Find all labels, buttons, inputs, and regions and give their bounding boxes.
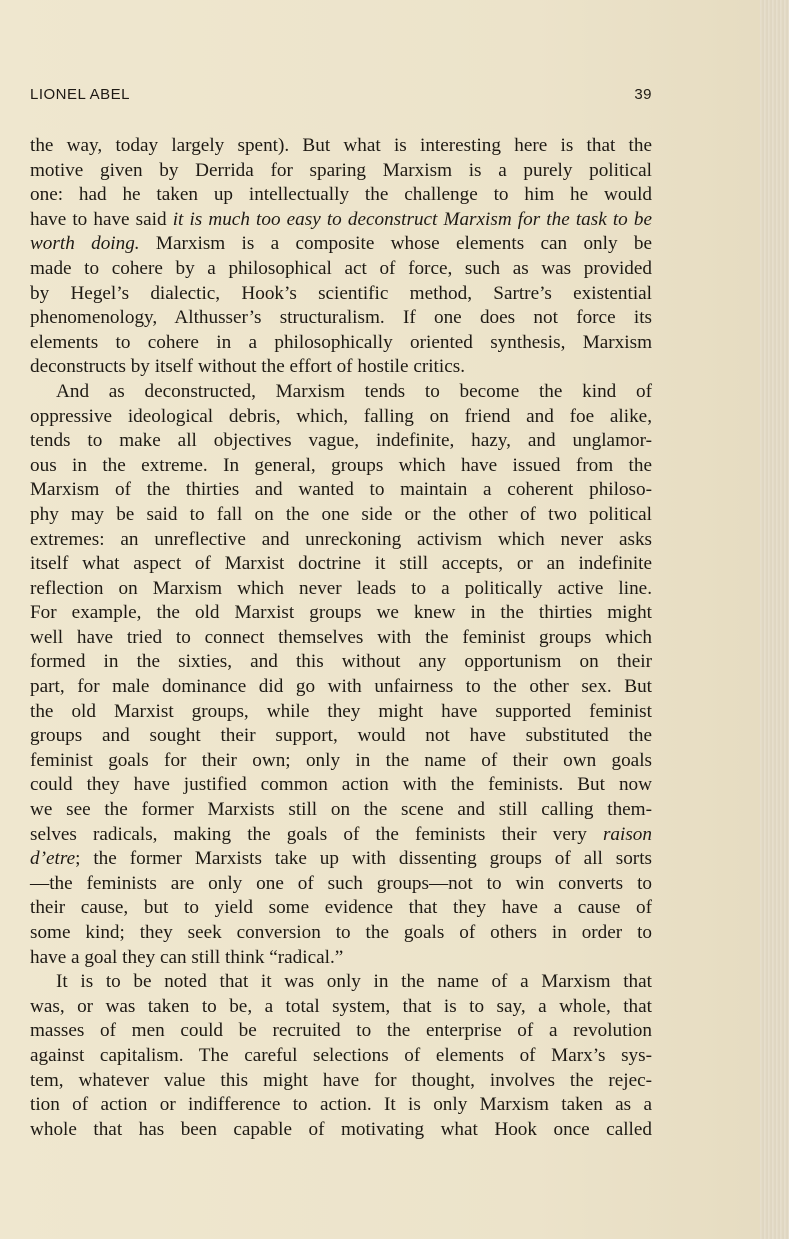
text-run: made to cohere by a philosophical act of force, such as was provided (30, 257, 652, 279)
text-line (30, 724, 652, 749)
text-line (30, 773, 652, 798)
text-line (30, 798, 652, 823)
text-line (30, 454, 652, 479)
text-run: we see the former Marxists still on the scene and still calling them- (30, 799, 652, 821)
text-run: feminist goals for their own; only in the name of their own goals (30, 749, 652, 771)
text-run: Marxism of the thirties and wanted to maintain a coherent philoso- (30, 479, 652, 501)
text-run: motive given by Derrida for sparing Marxism is a purely political (30, 159, 652, 181)
text-run: could they have justified common action with the feminists. But now (30, 774, 652, 796)
text-run: deconstructs by itself without the effort of hostile critics. (30, 356, 465, 378)
text-line (30, 232, 652, 257)
text-line (30, 1093, 652, 1118)
paragraph (30, 134, 652, 380)
text-run: the old Marxist groups, while they might have supported feminist (30, 700, 652, 722)
text-run: masses of men could be recruited to the enterprise of a revolution (30, 1020, 652, 1042)
text-run: Marxism is a composite whose elements can only be (139, 233, 652, 255)
running-header (30, 86, 652, 110)
text-run: —the feminists are only one of such groups—not to win converts to (30, 872, 652, 894)
text-line (30, 896, 652, 921)
text-run: against capitalism. The careful selections of elements of Marx’s sys- (30, 1044, 652, 1066)
text-line (30, 257, 652, 282)
text-line (30, 847, 652, 872)
text-line (30, 995, 652, 1020)
text-line (30, 405, 652, 430)
text-run: tends to make all objectives vague, indefinite, hazy, and unglamor- (30, 430, 652, 452)
text-run: tion of action or indifference to action. It is only Marxism taken as a (30, 1094, 652, 1116)
text-line (30, 355, 652, 380)
text-run: ; the former Marxists take up with dissenting groups of all sorts (75, 848, 652, 870)
text-line (30, 577, 652, 602)
text-line (30, 208, 652, 233)
text-line (30, 503, 652, 528)
page-edge (760, 0, 789, 1239)
text-run: have a goal they can still think “radical.” (30, 946, 344, 968)
text-line (30, 282, 652, 307)
text-line (30, 626, 652, 651)
text-run: whole that has been capable of motivating what Hook once called (30, 1118, 652, 1140)
paragraph (30, 970, 652, 1142)
text-line (30, 380, 652, 405)
text-line (30, 1118, 652, 1143)
text-run: phenomenology, Althusser’s structuralism. If one does not force its (30, 307, 652, 329)
text-line (30, 1019, 652, 1044)
text-line (30, 1044, 652, 1069)
text-line (30, 946, 652, 971)
text-run: some kind; they seek conversion to the goals of others in order to (30, 922, 652, 943)
text-run: have to have said (30, 208, 173, 230)
text-line (30, 675, 652, 700)
text-run: by Hegel’s dialectic, Hook’s scientific method, Sartre’s existential (30, 282, 652, 304)
running-head-author: LIONEL ABEL (30, 86, 130, 103)
text-run: groups and sought their support, would not have substituted the (30, 725, 652, 747)
text-line (30, 921, 652, 946)
paragraph (30, 380, 652, 970)
text-run: was, or was taken to be, a total system, that is to say, a whole, that (30, 995, 652, 1017)
text-run: formed in the sixties, and this without any opportunism on their (30, 651, 652, 673)
text-run: And as deconstructed, Marxism tends to become the kind of (56, 380, 652, 402)
text-line (30, 823, 652, 848)
text-line (30, 970, 652, 995)
text-run: extremes: an unreflective and unreckoning activism which never asks (30, 528, 652, 550)
text-line (30, 872, 652, 897)
text-run: For example, the old Marxist groups we knew in the thirties might (30, 602, 652, 624)
body-text (30, 134, 652, 1142)
text-run: ous in the extreme. In general, groups which have issued from the (30, 454, 652, 476)
text-run: their cause, but to yield some evidence that they have a cause of (30, 897, 652, 919)
text-line (30, 478, 652, 503)
text-line (30, 159, 652, 184)
text-line (30, 528, 652, 553)
text-line (30, 650, 652, 675)
text-line (30, 183, 652, 208)
text-line (30, 601, 652, 626)
text-run: well have tried to connect themselves with the feminist groups which (30, 626, 652, 648)
text-run: the way, today largely spent). But what is interesting here is that the (30, 135, 652, 156)
text-run: elements to cohere in a philosophically oriented synthesis, Marxism (30, 331, 652, 353)
text-line (30, 749, 652, 774)
text-run: It is to be noted that it was only in the name of a Marxism that (56, 971, 652, 993)
text-line (30, 429, 652, 454)
italic-text-run: worth doing. (30, 233, 140, 255)
text-run: one: had he taken up intellectually the challenge to him he would (30, 184, 652, 206)
text-run: itself what aspect of Marxist doctrine it still accepts, or an indefinite (30, 553, 652, 575)
italic-text-run: it is much too easy to deconstruct Marxism for the task to be (172, 208, 652, 230)
page-number: 39 (634, 86, 652, 103)
italic-text-run: raison (602, 823, 652, 845)
text-line (30, 306, 652, 331)
text-run: phy may be said to fall on the one side or the other of two political (30, 503, 652, 525)
text-run: selves radicals, making the goals of the feminists their very (30, 823, 603, 845)
text-run: oppressive ideological debris, which, falling on friend and foe alike, (30, 405, 652, 427)
text-line (30, 1069, 652, 1094)
text-line (30, 331, 652, 356)
text-line (30, 134, 652, 159)
text-run: reflection on Marxism which never leads to a politically active line. (30, 577, 652, 599)
text-line (30, 700, 652, 725)
text-line (30, 552, 652, 577)
text-run: part, for male dominance did go with unfairness to the other sex. But (30, 676, 652, 698)
italic-text-run: d’etre (30, 848, 76, 870)
text-run: tem, whatever value this might have for thought, involves the rejec- (30, 1069, 652, 1091)
